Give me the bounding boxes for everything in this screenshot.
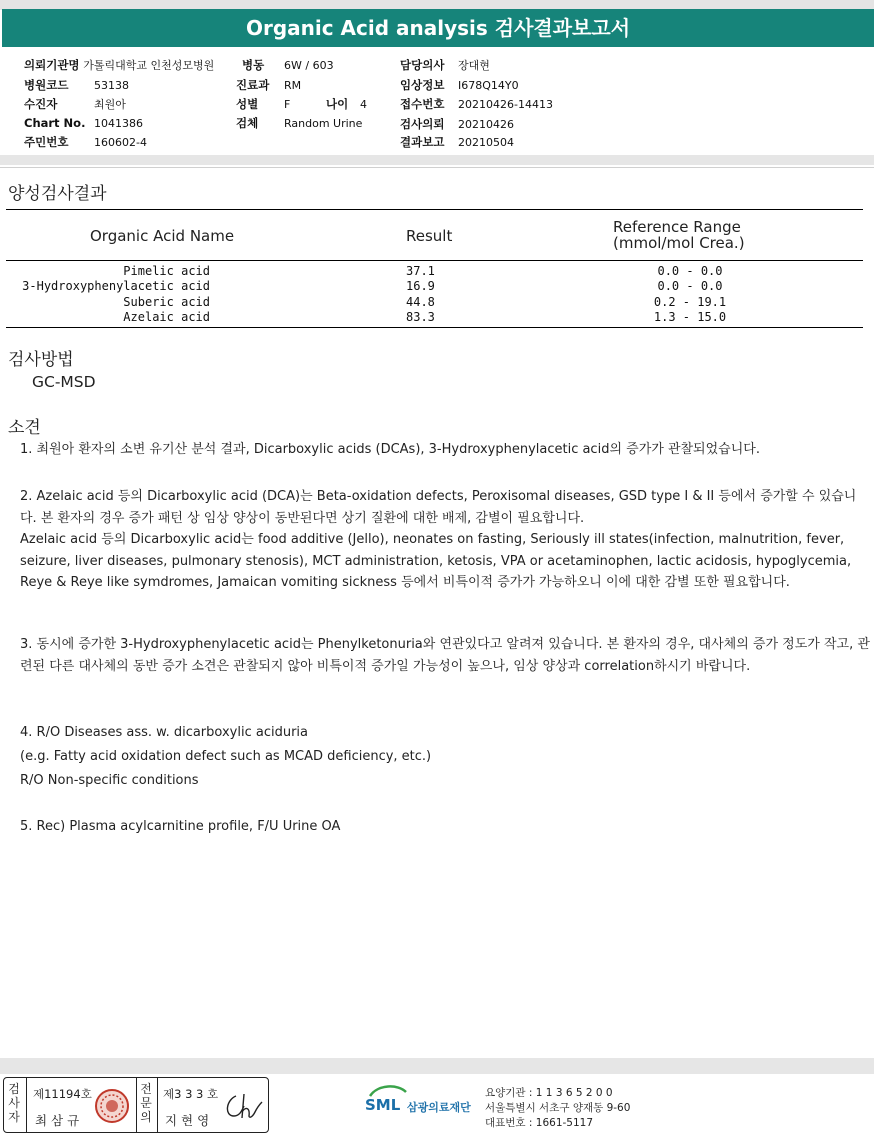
info-label: 검체 xyxy=(236,116,259,130)
examiner-label-text: 검 사 자 xyxy=(8,1082,20,1124)
finding-1 xyxy=(20,439,870,461)
table-header-rule xyxy=(6,260,863,261)
footer-band xyxy=(0,1058,874,1074)
info-label: 의뢰기관명 xyxy=(24,58,80,72)
info-value: 6W / 603 xyxy=(284,59,334,72)
table-bottom-rule xyxy=(6,327,863,328)
info-label: 담당의사 xyxy=(400,58,445,72)
finding-4 xyxy=(20,721,870,793)
info-label: 나이 xyxy=(326,97,349,111)
info-age xyxy=(326,96,367,112)
info-value: 20210504 xyxy=(458,136,514,149)
signature-divider xyxy=(26,1078,27,1132)
divider xyxy=(0,167,874,168)
table-top-rule xyxy=(6,209,863,210)
info-chart-no xyxy=(24,116,143,130)
logo-name: 삼광의료재단 xyxy=(407,1101,471,1114)
finding-text: Azelaic acid 등의 Dicarboxylic acid는 food additive (Jello), neonates on fasting, Seriously ill states(infection, malnutrition, fever, seizure, liver diseases, pulmonary stenosis), MCT administration, ketosis, VPA or acetaminophen, lactic acidosis, hypoglycemia, Reye & Reye like symdromes, Jamaican vomiting sickness 등에서 비특이적 증가가 가능하오니 이에 대한 감별 또한 필요합니다. xyxy=(20,532,852,590)
stamp-seal-icon xyxy=(94,1088,130,1124)
reviewer-name: 지 현 영 xyxy=(165,1113,210,1128)
info-label: Chart No. xyxy=(24,116,86,130)
info-label: 접수번호 xyxy=(400,97,445,111)
address: 서울특별시 서초구 양재동 9-60 xyxy=(485,1102,631,1114)
info-specimen xyxy=(236,115,362,131)
info-sex xyxy=(236,96,290,112)
examiner-name: 최 삼 규 xyxy=(35,1113,80,1128)
column-header-result: Result xyxy=(406,227,453,245)
reviewer-license: 제3 3 3 호 xyxy=(163,1087,219,1101)
info-label: 진료과 xyxy=(236,78,270,92)
finding-2 xyxy=(20,486,870,594)
info-value: 53138 xyxy=(94,79,129,92)
result-name-cell: Suberic acid xyxy=(123,294,210,309)
info-value: RM xyxy=(284,79,302,92)
info-label: 수진자 xyxy=(24,97,58,111)
signature-divider xyxy=(136,1078,137,1132)
finding-5 xyxy=(20,816,870,838)
examiner-license: 제11194호 xyxy=(33,1087,92,1101)
info-ward xyxy=(242,57,334,73)
report-title: Organic Acid analysis 검사결과보고서 xyxy=(2,9,874,47)
info-label: 병원코드 xyxy=(24,78,69,92)
reference-header-line2: (mmol/mol Crea.) xyxy=(613,234,745,252)
info-value: 최원아 xyxy=(94,98,126,111)
finding-text: R/O Non-specific conditions xyxy=(20,773,199,788)
care-institution: 요양기관 : 1 1 3 6 5 2 0 0 xyxy=(485,1087,613,1099)
finding-text: 4. R/O Diseases ass. w. dicarboxylic aciduria xyxy=(20,725,308,740)
result-range-cell: 0.2 - 19.1 xyxy=(653,294,727,309)
info-report-date xyxy=(400,134,514,150)
info-label: 병동 xyxy=(242,58,265,72)
examiner-label xyxy=(7,1083,21,1125)
info-value: I678Q14Y0 xyxy=(458,79,519,92)
phone: 대표번호 : 1661-5117 xyxy=(485,1117,594,1129)
info-resident-no xyxy=(24,134,147,150)
positive-results-heading: 양성검사결과 xyxy=(8,184,107,204)
info-value: 4 xyxy=(360,98,367,111)
result-value-cell: 16.9 xyxy=(406,279,435,294)
info-recipient xyxy=(24,96,126,112)
result-value-cell: 37.1 xyxy=(406,264,435,278)
info-value: 20210426 xyxy=(458,118,514,131)
finding-text: 2. Azelaic acid 등의 Dicarboxylic acid (DCA)는 Beta-oxidation defects, Peroxisomal diseases, GSD type I & II 등에서 증가할 수 있습니다. 본 환자의 경우 증가 패턴 상 임상 양상이 동반된다면 상기 질환에 대한 배제, 감별이 필요합니다. xyxy=(20,489,857,526)
column-header-reference xyxy=(613,219,745,251)
finding-text: 3. 동시에 증가한 3-Hydroxyphenylacetic acid는 Phenylketonuria와 연관있다고 알려져 있습니다. 본 환자의 경우, 대사체의 증가 정도가 작고, 관련된 다른 대사체의 동반 증가 소견은 관찰되지 않아 비특이적 증가일 가능성이 높으나, 임상 양상과 correlation하시기 바랍니다. xyxy=(20,637,870,674)
info-separator xyxy=(0,155,874,165)
info-label: 주민번호 xyxy=(24,135,69,149)
info-value: 1041386 xyxy=(94,117,143,130)
finding-3 xyxy=(20,634,870,677)
reference-header-line1: Reference Range xyxy=(613,218,741,236)
method-heading: 검사방법 xyxy=(8,350,74,370)
info-value: 장대현 xyxy=(458,59,490,72)
info-label: 결과보고 xyxy=(400,135,445,149)
result-name-cell: Azelaic acid xyxy=(123,309,210,324)
result-name-cell: Pimelic acid xyxy=(123,264,210,278)
reviewer-label xyxy=(139,1083,153,1125)
info-label: 검사의뢰 xyxy=(400,117,445,131)
logo-abbr: SML xyxy=(365,1096,401,1114)
info-value: F xyxy=(284,98,291,111)
info-institution xyxy=(24,57,214,73)
signature-divider xyxy=(157,1078,158,1132)
handwritten-signature xyxy=(222,1090,264,1122)
info-clinical xyxy=(400,77,519,93)
result-value-cell: 44.8 xyxy=(406,294,435,309)
info-label: 임상정보 xyxy=(400,78,445,92)
info-receipt xyxy=(400,96,553,112)
finding-text: 1. 최원아 환자의 소변 유기산 분석 결과, Dicarboxylic acids (DCAs), 3-Hydroxyphenylacetic acid의 증가가 관찰되었습니다. xyxy=(20,442,760,457)
reviewer-label-text: 전 문 의 xyxy=(140,1082,152,1124)
info-value: Random Urine xyxy=(284,117,363,130)
result-value-cell: 83.3 xyxy=(406,309,435,324)
column-header-name: Organic Acid Name xyxy=(90,227,235,245)
info-label: 성별 xyxy=(236,97,259,111)
finding-text: (e.g. Fatty acid oxidation defect such as MCAD deficiency, etc.) xyxy=(20,749,432,764)
findings-heading: 소견 xyxy=(8,418,41,438)
info-value: 가톨릭대학교 인천성모병원 xyxy=(83,59,215,72)
result-name-cell: 3-Hydroxyphenylacetic acid xyxy=(22,279,210,294)
info-doctor xyxy=(400,57,490,73)
info-value: 20210426-14413 xyxy=(458,98,553,111)
method-value: GC-MSD xyxy=(32,373,96,391)
info-value: 160602-4 xyxy=(94,136,147,149)
result-range-cell: 0.0 - 0.0 xyxy=(657,279,723,294)
info-request-date xyxy=(400,116,514,132)
finding-text: 5. Rec) Plasma acylcarnitine profile, F/U Urine OA xyxy=(20,819,341,834)
info-hospital-code xyxy=(24,77,129,93)
result-range-cell: 0.0 - 0.0 xyxy=(657,264,723,278)
info-department xyxy=(236,77,301,93)
signature-box xyxy=(3,1077,269,1133)
result-range-cell: 1.3 - 15.0 xyxy=(653,309,727,324)
